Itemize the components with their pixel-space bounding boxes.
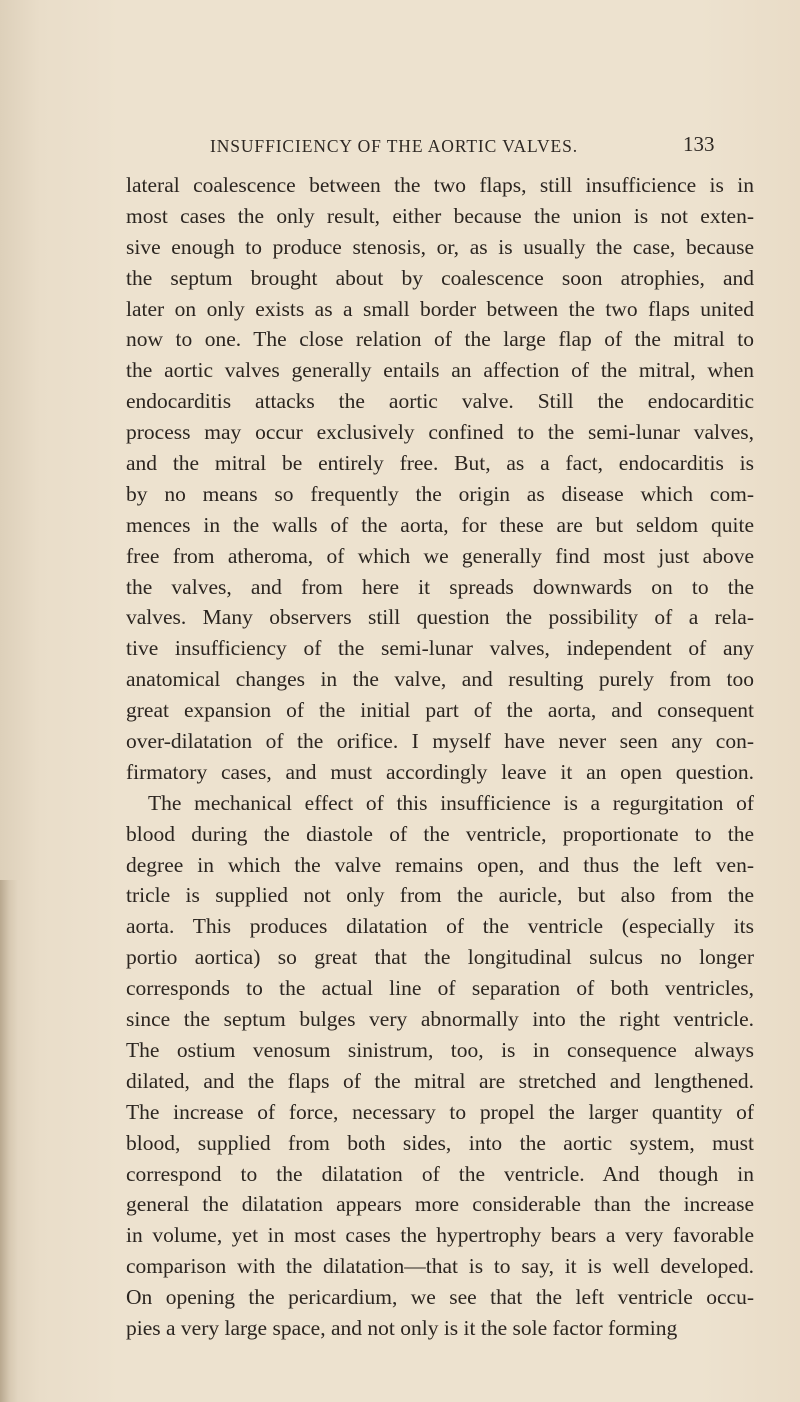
text-line: dilated, and the flaps of the mitral are stretched and lengthened. bbox=[126, 1068, 754, 1093]
text-line: most cases the only result, either because the union is not exten- bbox=[126, 203, 754, 228]
text-line: blood, supplied from both sides, into the aortic system, must bbox=[126, 1130, 754, 1155]
text-line: The ostium venosum sinistrum, too, is in consequence always bbox=[126, 1037, 754, 1062]
body-text bbox=[126, 170, 754, 1344]
text-line: corresponds to the actual line of separation of both ventricles, bbox=[126, 976, 754, 1001]
text-line: now to one. The close relation of the large flap of the mitral to bbox=[126, 327, 754, 352]
text-line: later on only exists as a small border between the two flaps united bbox=[126, 296, 754, 321]
text-line: sive enough to produce stenosis, or, as is usually the case, because bbox=[126, 234, 754, 259]
page-edge-shadow bbox=[0, 880, 18, 1402]
text-line: The increase of force, necessary to propel the larger quantity of bbox=[126, 1099, 754, 1124]
text-line: anatomical changes in the valve, and resulting purely from too bbox=[126, 667, 754, 692]
text-line: degree in which the valve remains open, and thus the left ven- bbox=[126, 852, 754, 877]
running-head-title: INSUFFICIENCY OF THE AORTIC VALVES. bbox=[210, 136, 579, 156]
text-line: and the mitral be entirely free. But, as a fact, endocarditis is bbox=[126, 451, 754, 476]
text-line: over-dilatation of the orifice. I myself have never seen any con- bbox=[126, 729, 754, 754]
text-line: pies a very large space, and not only is it the sole factor forming bbox=[126, 1315, 678, 1340]
text-line: aorta. This produces dilatation of the ventricle (especially its bbox=[126, 914, 754, 939]
text-line: tricle is supplied not only from the auricle, but also from the bbox=[126, 883, 754, 908]
text-line: free from atheroma, of which we generally find most just above bbox=[126, 543, 754, 568]
text-line: by no means so frequently the origin as disease which com- bbox=[126, 481, 754, 506]
text-line: the valves, and from here it spreads downwards on to the bbox=[126, 574, 754, 599]
text-line: On opening the pericardium, we see that the left ventricle occu- bbox=[126, 1285, 754, 1310]
text-line: valves. Many observers still question the possibility of a rela- bbox=[126, 605, 754, 630]
running-head bbox=[0, 132, 800, 160]
text-line: the septum brought about by coalescence soon atrophies, and bbox=[126, 265, 754, 290]
text-line: tive insufficiency of the semi-lunar valves, independent of any bbox=[126, 636, 754, 661]
text-line: the aortic valves generally entails an affection of the mitral, when bbox=[126, 358, 754, 383]
page-number: 133 bbox=[683, 132, 715, 156]
text-line: blood during the diastole of the ventricle, proportionate to the bbox=[126, 821, 754, 846]
text-line: firmatory cases, and must accordingly leave it an open question. bbox=[126, 759, 754, 784]
text-line: since the septum bulges very abnormally into the right ventricle. bbox=[126, 1007, 754, 1032]
text-line: comparison with the dilatation—that is to say, it is well developed. bbox=[126, 1254, 754, 1279]
text-line: general the dilatation appears more considerable than the increase bbox=[126, 1192, 754, 1217]
text-line: endocarditis attacks the aortic valve. Still the endocarditic bbox=[126, 389, 754, 414]
text-line: great expansion of the initial part of the aorta, and consequent bbox=[126, 698, 754, 723]
text-line: in volume, yet in most cases the hypertrophy bears a very favorable bbox=[126, 1223, 754, 1248]
text-line: The mechanical effect of this insufficience is a regurgitation of bbox=[148, 790, 754, 815]
text-line: portio aortica) so great that the longitudinal sulcus no longer bbox=[126, 945, 754, 970]
text-line: process may occur exclusively confined to the semi-lunar valves, bbox=[126, 420, 754, 445]
text-line: mences in the walls of the aorta, for these are but seldom quite bbox=[126, 512, 754, 537]
text-line: correspond to the dilatation of the ventricle. And though in bbox=[126, 1161, 754, 1186]
text-line: lateral coalescence between the two flaps, still insufficience is in bbox=[126, 173, 754, 197]
